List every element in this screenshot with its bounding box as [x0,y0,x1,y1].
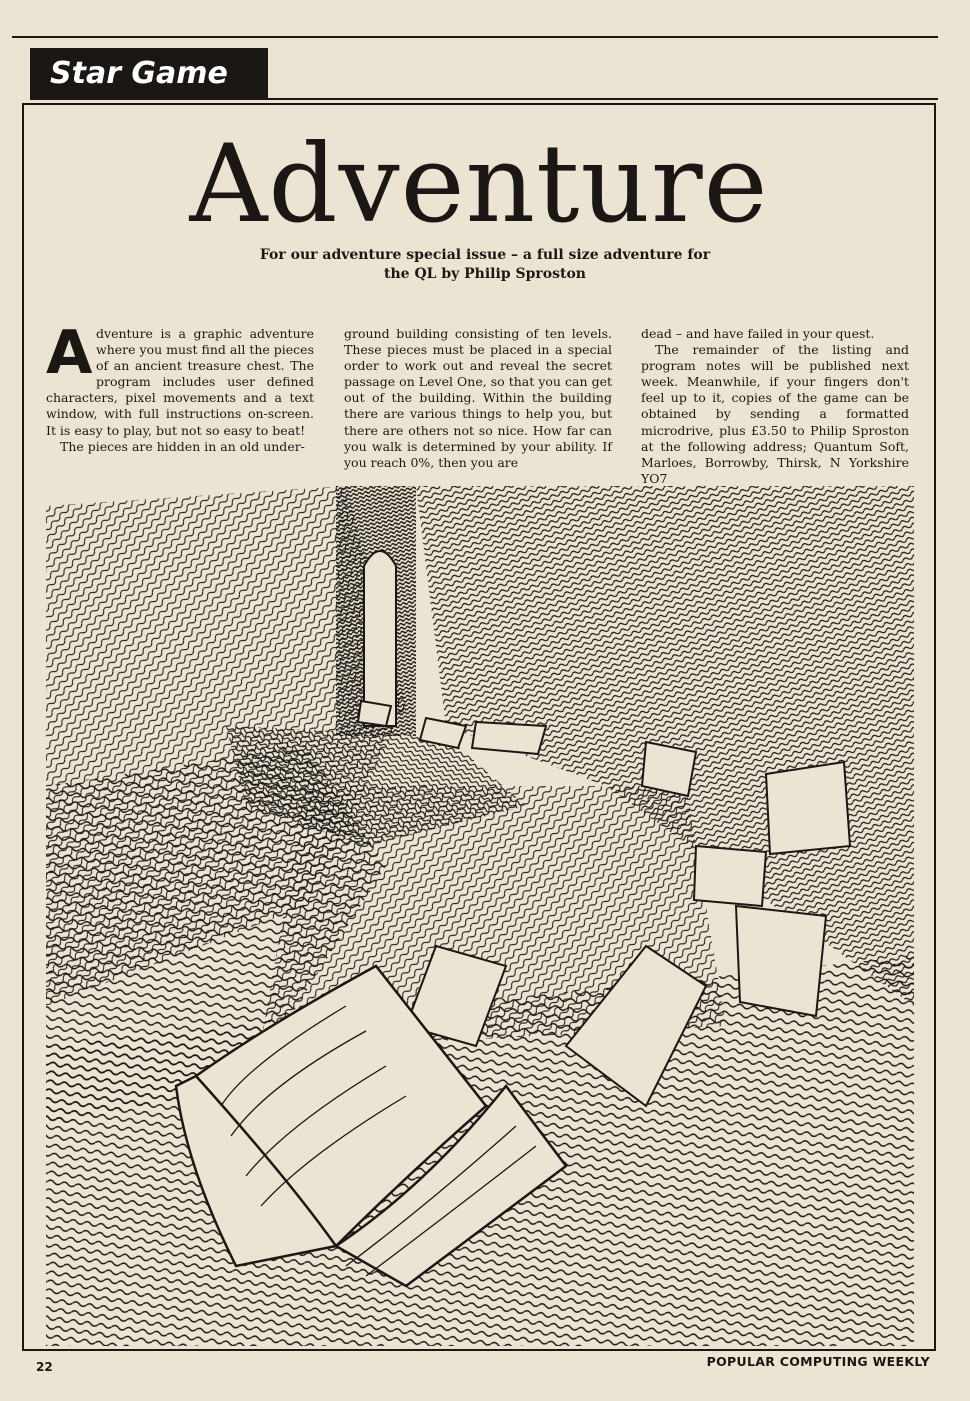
paragraph: The remainder of the listing and program notes will be published next week. Meanwhile, if your fingers don't feel up to it, copies of the game can be obtained by sending a formatted microdrive, plus £3.50 to Philip Sproston at the following address; Quantum Soft, Marloes, Borrowby, Thirsk, N Yorkshire YO7 [641,342,909,486]
open-book-with-flying-pages-icon [46,486,914,1346]
top-rule [12,36,938,38]
paragraph: ground building consisting of ten levels. These pieces must be placed in a special order to work out and reveal the secret passage on Level One, so that you can get out of the building. Within the building there are various things to help you, but there are others not so nice. How far can you walk is determined by your ability. If you reach 0%, then you are [344,326,612,470]
section-label: Star Game [50,56,228,91]
section-tab [30,48,268,100]
publication-name: POPULAR COMPUTING WEEKLY [706,1354,930,1369]
column-1 [46,318,314,455]
page-number: 22 [36,1360,53,1374]
standfirst-line-1: For our adventure special issue – a full size adventure for [259,247,711,263]
article-title: Adventure [189,122,769,247]
paragraph-intro [46,318,314,439]
standfirst-line-2: the QL by Philip Sproston [384,266,586,282]
tab-rule [268,98,938,100]
column-2 [344,326,612,471]
intro-text: dventure is a graphic adventure where you must find all the pieces of an ancient treasure chest. The program includes user defined characters, pixel movements and a text window, with full instructions on-screen. It is easy to play, but not so easy to beat! [46,326,314,438]
paragraph: The pieces are hidden in an old under- [60,438,305,454]
paragraph: dead – and have failed in your quest. [641,326,875,341]
drop-cap: A [46,318,93,388]
column-3 [641,326,909,487]
standfirst [160,246,810,284]
